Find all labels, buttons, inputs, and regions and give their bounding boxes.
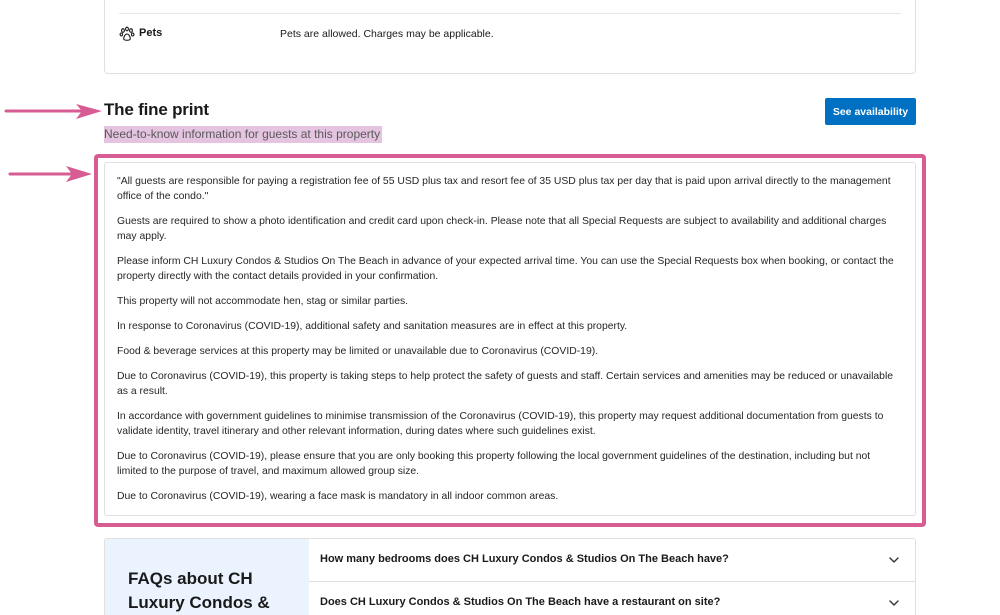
fine-print-paragraph: Due to Coronavirus (COVID-19), this property is taking steps to help protect the safety of guests and staff. Certain services and amenities may be reduced or unavailable as a result. bbox=[117, 371, 894, 397]
annotation-arrow-box bbox=[8, 163, 94, 185]
faq-question-text: How many bedrooms does CH Luxury Condos & Studios On The Beach have? bbox=[320, 553, 729, 565]
paw-icon bbox=[119, 26, 135, 42]
rule-text: Pets are allowed. Charges may be applicable. bbox=[280, 28, 494, 40]
fine-print-paragraph: In response to Coronavirus (COVID-19), additional safety and sanitation measures are in effect at this property. bbox=[117, 321, 628, 332]
fine-print-paragraph: "All guests are responsible for paying a registration fee of 55 USD plus tax and resort fee of 35 USD plus tax per day that is paid upon arrival directly to the management office of the condo." bbox=[117, 176, 891, 202]
fine-print-paragraph: Food & beverage services at this property may be limited or unavailable due to Coronavirus (COVID-19). bbox=[117, 346, 599, 357]
section-title: The fine print bbox=[104, 100, 209, 119]
faq-question[interactable] bbox=[309, 582, 915, 615]
divider bbox=[119, 13, 901, 14]
faq-question-text: Does CH Luxury Condos & Studios On The Beach have a restaurant on site? bbox=[320, 596, 721, 608]
rule-row-pets bbox=[119, 26, 901, 46]
faq-sidebar bbox=[105, 539, 309, 615]
house-rules-card bbox=[104, 0, 916, 74]
fine-print-box bbox=[104, 162, 916, 516]
section-subtitle: Need-to-know information for guests at this property bbox=[104, 127, 381, 141]
see-availability-button[interactable]: See availability bbox=[825, 98, 916, 125]
chevron-down-icon bbox=[888, 554, 900, 566]
fine-print-paragraph: Please inform CH Luxury Condos & Studios On The Beach in advance of your expected arrival time. You can use the Special Requests box when booking, or contact the property directly with the contact details provided in your confirmation. bbox=[117, 256, 894, 282]
chevron-down-icon bbox=[888, 597, 900, 609]
faq-section bbox=[104, 538, 916, 615]
fine-print-paragraph: Due to Coronavirus (COVID-19), wearing a face mask is mandatory in all indoor common areas. bbox=[117, 491, 559, 502]
fine-print-paragraph: Guests are required to show a photo identification and credit card upon check-in. Please note that all Special Requests are subject to availability and additional charges may apply. bbox=[117, 216, 887, 242]
rule-label: Pets bbox=[139, 27, 163, 39]
faq-heading: FAQs about CH Luxury Condos & bbox=[128, 569, 270, 612]
faq-question[interactable] bbox=[309, 539, 915, 582]
fine-print-paragraph: In accordance with government guidelines to minimise transmission of the Coronavirus (COVID-19), this property may request additional documentation from guests to validate identity, travel itinerary and other relevant information, during dates where such guidelines exist. bbox=[117, 411, 884, 437]
fine-print-paragraph: Due to Coronavirus (COVID-19), please ensure that you are only booking this property following the local government guidelines of the destination, including but not limited to the purpose of travel, and maximum allowed group size. bbox=[117, 451, 871, 477]
fine-print-paragraph: This property will not accommodate hen, stag or similar parties. bbox=[117, 296, 409, 307]
annotation-arrow-title bbox=[4, 102, 104, 122]
